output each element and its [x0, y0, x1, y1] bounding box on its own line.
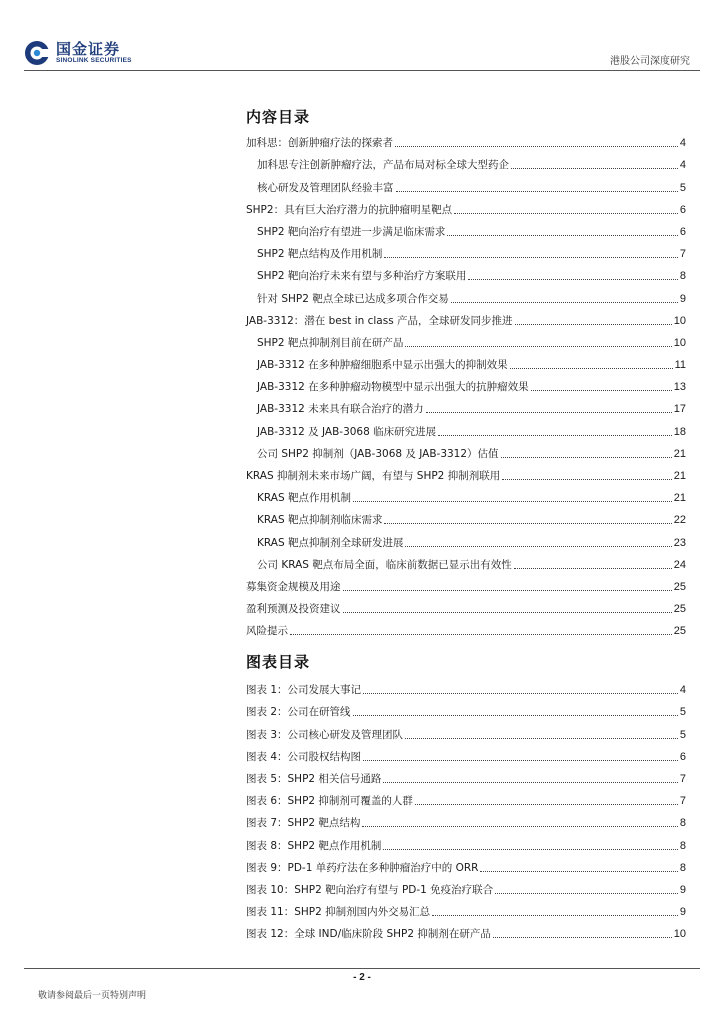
toc-dot-leader [363, 693, 678, 694]
toc-entry-page: 25 [673, 580, 686, 593]
toc-entry[interactable] [246, 195, 686, 217]
toc-dot-leader [515, 324, 672, 325]
toc-entry-page: 21 [673, 470, 686, 482]
toc-entry[interactable] [246, 283, 686, 305]
toc-entry[interactable] [246, 786, 686, 808]
toc-dot-leader [383, 782, 677, 783]
toc-entry[interactable] [246, 697, 686, 719]
toc-dot-leader [501, 457, 672, 458]
toc-entry-page: 7 [679, 248, 686, 261]
toc-entry-title: 加科思专注创新肿瘤疗法，产品布局对标全球大型药企 [257, 159, 509, 172]
toc-entry-page: 18 [673, 425, 686, 438]
report-type-label: 港股公司深度研究 [610, 56, 690, 67]
toc-dot-leader [514, 568, 672, 569]
toc-entry-title: 加科思：创新肿瘤疗法的探索者 [246, 137, 393, 150]
toc-entry-title: 图表 2：公司在研管线 [246, 706, 351, 719]
toc-entry-page: 4 [679, 684, 686, 697]
toc-dot-leader [353, 501, 672, 502]
toc-entry-page: 6 [679, 750, 686, 763]
toc-dot-leader [362, 826, 677, 827]
toc-entry[interactable] [246, 572, 686, 594]
toc-entry[interactable] [246, 372, 686, 394]
toc-entry-title: JAB-3312：潜在 best in class 产品，全球研发同步推进 [246, 314, 513, 327]
toc-entry[interactable] [246, 675, 686, 697]
figures-title: 图表目录 [246, 653, 311, 671]
header-divider [24, 70, 700, 71]
toc-entry-title: 图表 1：公司发展大事记 [246, 684, 362, 697]
toc-entry-title: 图表 6：SHP2 抑制剂可覆盖的人群 [246, 795, 413, 808]
toc-entry-page: 17 [673, 403, 686, 416]
toc-entry[interactable] [246, 128, 686, 150]
toc-entry-page: 7 [679, 795, 686, 808]
toc-entry-page: 9 [679, 292, 686, 305]
toc-entry-title: 图表 7：SHP2 靶点结构 [246, 817, 361, 830]
toc-entry-page: 8 [679, 861, 686, 874]
toc-dot-leader [405, 346, 671, 347]
toc-dot-leader [290, 634, 672, 635]
toc-entry-page: 24 [673, 558, 686, 571]
toc-entry-title: KRAS 靶点抑制剂全球研发进展 [257, 536, 404, 549]
toc-dot-leader [432, 915, 678, 916]
toc-dot-leader [468, 279, 677, 280]
toc-dot-leader [383, 849, 677, 850]
toc-entry[interactable] [246, 742, 686, 764]
toc-entry-page: 6 [679, 203, 686, 216]
toc-entry[interactable] [246, 217, 686, 239]
logo-chinese-name: 国金证券 [56, 40, 121, 58]
toc-entry[interactable] [246, 483, 686, 505]
footer-divider [24, 968, 700, 969]
toc-entry[interactable] [246, 853, 686, 875]
toc-entry[interactable] [246, 150, 686, 172]
toc-entry-title: 核心研发及管理团队经验丰富 [257, 181, 394, 194]
toc-entry-page: 8 [679, 270, 686, 283]
toc-dot-leader [438, 435, 672, 436]
toc-entry-page: 7 [679, 772, 686, 785]
toc-entry-title: JAB-3312 在多种肿瘤动物模型中显示出强大的抗肿瘤效果 [257, 381, 529, 394]
toc-entry-page: 13 [673, 381, 686, 394]
toc-dot-leader [405, 546, 671, 547]
toc-dot-leader [531, 390, 672, 391]
toc-entry-page: 25 [673, 625, 686, 638]
toc-entry-title: SHP2 靶向治疗有望进一步满足临床需求 [257, 225, 446, 238]
toc-dot-leader [405, 738, 678, 739]
toc-entry[interactable] [246, 172, 686, 194]
toc-dot-leader [384, 257, 677, 258]
toc-entry[interactable] [246, 919, 686, 941]
figures-list [246, 675, 686, 941]
toc-dot-leader [353, 715, 678, 716]
toc-entry[interactable] [246, 439, 686, 461]
toc-entry-page: 23 [673, 536, 686, 549]
toc-dot-leader [510, 368, 673, 369]
toc-entry-title: 图表 8：SHP2 靶点作用机制 [246, 839, 382, 852]
toc-dot-leader [343, 590, 672, 591]
toc-entry-page: 21 [673, 492, 686, 505]
toc-entry-title: KRAS 抑制剂未来市场广阔，有望与 SHP2 抑制剂联用 [246, 470, 501, 482]
toc-entry[interactable] [246, 875, 686, 897]
toc-entry-page: 9 [679, 883, 686, 896]
toc-dot-leader [384, 523, 671, 524]
toc-entry-page: 5 [679, 706, 686, 719]
toc-entry-title: SHP2 靶点抑制剂目前在研产品 [257, 336, 404, 349]
toc-dot-leader [493, 937, 672, 938]
toc-entry-title: 图表 12：全球 IND/临床阶段 SHP2 抑制剂在研产品 [246, 928, 491, 941]
logo-english-name: SINOLINK SECURITIES [56, 57, 132, 64]
toc-entry-page: 6 [679, 225, 686, 238]
toc-entry-title: SHP2 靶点结构及作用机制 [257, 248, 383, 261]
toc-entry-title: JAB-3312 未来具有联合治疗的潜力 [257, 403, 424, 416]
toc-entry-title: 图表 5：SHP2 相关信号通路 [246, 772, 382, 785]
toc-dot-leader [363, 760, 678, 761]
toc-dot-leader [447, 235, 677, 236]
toc-entry[interactable] [246, 394, 686, 416]
toc-entry-page: 10 [673, 928, 686, 941]
toc-dot-leader [343, 612, 672, 613]
toc-entry-title: 公司 KRAS 靶点布局全面，临床前数据已显示出有效性 [257, 558, 512, 571]
toc-entry[interactable] [246, 505, 686, 527]
toc-entry-title: KRAS 靶点抑制剂临床需求 [257, 514, 383, 527]
page-header [24, 34, 700, 74]
toc-entry-page: 5 [679, 181, 686, 194]
toc-entry[interactable] [246, 830, 686, 852]
toc-entry-page: 11 [674, 359, 686, 372]
toc-dot-leader [426, 412, 672, 413]
toc-entry-title: 盈利预测及投资建议 [246, 603, 341, 616]
toc-entry-title: 风险提示 [246, 625, 288, 638]
toc-entry[interactable] [246, 239, 686, 261]
toc-entry[interactable] [246, 261, 686, 283]
toc-dot-leader [415, 804, 678, 805]
toc-entry-page: 10 [673, 336, 686, 349]
toc-entry-page: 4 [679, 159, 686, 172]
toc-entry-title: KRAS 靶点作用机制 [257, 492, 351, 505]
toc-entry-page: 5 [679, 728, 686, 741]
toc-entry[interactable] [246, 416, 686, 438]
toc-entry-page: 8 [679, 817, 686, 830]
toc-entry-title: 图表 4：公司股权结构图 [246, 750, 362, 763]
toc-entry-title: 针对 SHP2 靶点全球已达成多项合作交易 [257, 292, 449, 305]
toc-entry-page: 21 [673, 447, 686, 460]
sinolink-logo-icon [24, 40, 50, 66]
toc-entry-title: 图表 9：PD-1 单药疗法在多种肿瘤治疗中的 ORR [246, 861, 479, 874]
page-number: - 2 - [353, 972, 371, 983]
toc-entry-title: SHP2 靶向治疗未来有望与多种治疗方案联用 [257, 270, 467, 283]
toc-entry-title: 图表 3：公司核心研发及管理团队 [246, 728, 404, 741]
toc-entry[interactable] [246, 328, 686, 350]
toc-entry[interactable] [246, 719, 686, 741]
contents-list [246, 128, 686, 638]
company-logo [24, 40, 132, 66]
contents-title: 内容目录 [246, 108, 311, 126]
toc-entry-title: JAB-3312 在多种肿瘤细胞系中显示出强大的抑制效果 [257, 359, 508, 372]
toc-dot-leader [395, 146, 678, 147]
toc-dot-leader [502, 479, 672, 480]
toc-entry[interactable] [246, 594, 686, 616]
toc-entry[interactable] [246, 461, 686, 483]
toc-dot-leader [396, 191, 678, 192]
toc-entry[interactable] [246, 616, 686, 638]
toc-entry-page: 9 [679, 906, 686, 919]
toc-dot-leader [495, 893, 678, 894]
toc-entry-page: 8 [679, 839, 686, 852]
toc-entry-title: SHP2：具有巨大治疗潜力的抗肿瘤明星靶点 [246, 203, 453, 216]
toc-dot-leader [451, 302, 678, 303]
toc-entry[interactable] [246, 550, 686, 572]
toc-entry-title: 图表 11：SHP2 抑制剂国内外交易汇总 [246, 906, 431, 919]
toc-dot-leader [511, 168, 678, 169]
footer-disclaimer: 敬请参阅最后一页特别声明 [38, 991, 147, 1001]
toc-entry[interactable] [246, 350, 686, 372]
toc-entry-title: JAB-3312 及 JAB-3068 临床研究进展 [257, 425, 437, 438]
toc-entry-title: 募集资金规模及用途 [246, 580, 341, 593]
toc-entry[interactable] [246, 808, 686, 830]
toc-entry[interactable] [246, 897, 686, 919]
toc-entry[interactable] [246, 764, 686, 786]
toc-entry-title: 公司 SHP2 抑制剂（JAB-3068 及 JAB-3312）估值 [257, 447, 499, 460]
toc-entry-page: 22 [673, 514, 686, 527]
toc-entry[interactable] [246, 527, 686, 549]
toc-dot-leader [480, 871, 677, 872]
toc-entry-title: 图表 10：SHP2 靶向治疗有望与 PD-1 免疫治疗联合 [246, 883, 494, 896]
toc-dot-leader [454, 213, 678, 214]
toc-entry-page: 4 [679, 137, 686, 150]
toc-entry[interactable] [246, 306, 686, 328]
toc-entry-page: 10 [673, 314, 686, 327]
toc-entry-page: 25 [673, 603, 686, 616]
